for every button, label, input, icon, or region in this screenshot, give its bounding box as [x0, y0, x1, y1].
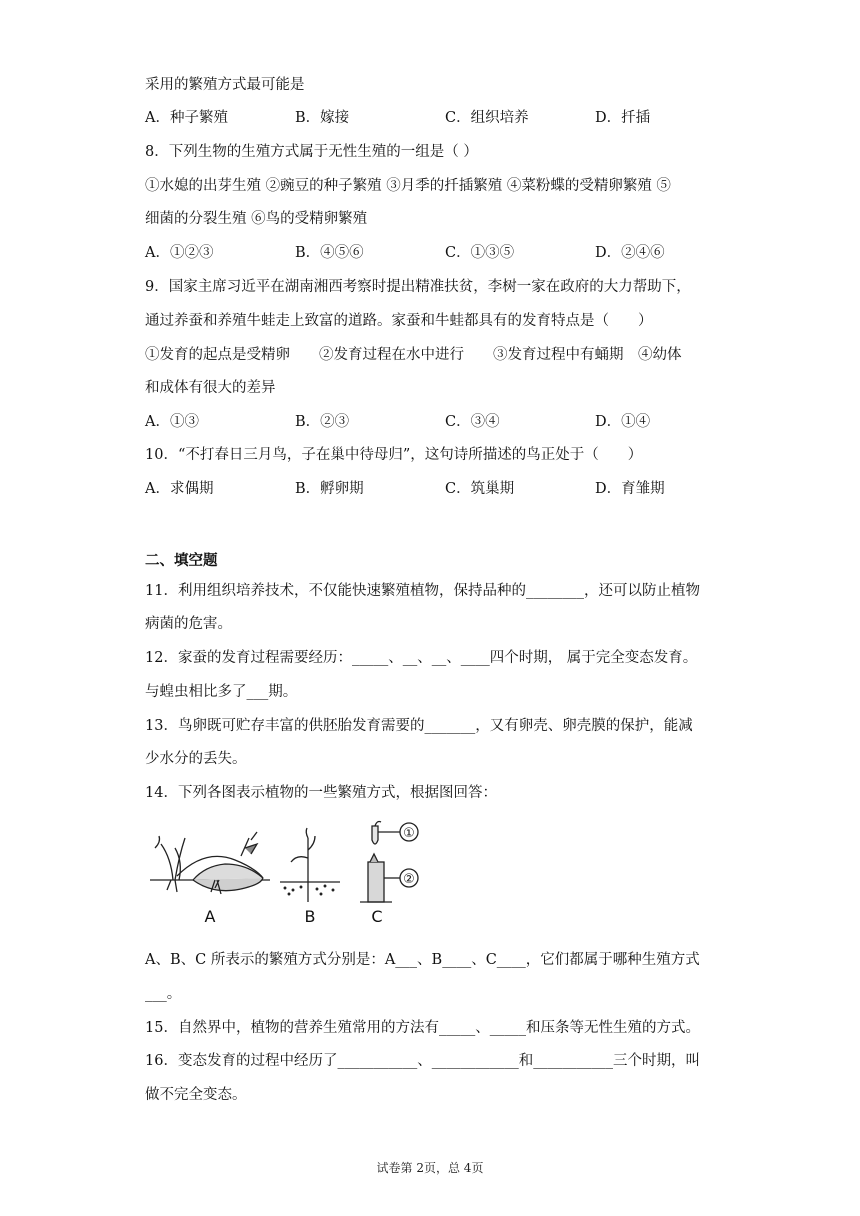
q11-line-1: 11．利用组织培养技术，不仅能快速繁殖植物，保持品种的________，还可以防止植物: [145, 583, 700, 599]
q8-items-line-2: 细菌的分裂生殖 ⑥鸟的受精卵繁殖: [145, 211, 368, 227]
q14-stem: 14．下列各图表示植物的一些繁殖方式，根据图回答：: [145, 785, 497, 801]
q8-option-c: C．①③⑤: [445, 245, 515, 261]
section-title-fill-in: 二、填空题: [145, 553, 218, 569]
q7-option-d: D．扦插: [595, 110, 651, 126]
q15-line-1: 15．自然界中，植物的营养生殖常用的方法有_____、_____和压条等无性生殖的方式。: [145, 1020, 700, 1036]
q9-option-b: B．②③: [295, 414, 350, 430]
q10-stem: 10．“不打春日三月鸟，子在巢中待母归”，这句诗所描述的鸟正处于（ ）: [145, 447, 643, 463]
page-footer: 试卷第 2页，总 4页: [376, 1161, 484, 1175]
q9-items-line-1: ①发育的起点是受精卵 ②发育过程在水中进行 ③发育过程中有蛹期 ④幼体: [145, 347, 682, 363]
q7-option-a: A．种子繁殖: [145, 110, 228, 126]
figure-panel-b: [280, 828, 340, 902]
q7-option-b: B．嫁接: [295, 110, 350, 126]
q14-answer-line-1: A、B、C 所表示的繁殖方式分别是：A___、B____、C____，它们都属于哪种生殖方式: [145, 952, 700, 968]
propagation-figure: [145, 818, 445, 928]
q10-option-c: C．筑巢期: [445, 481, 515, 497]
q16-line-1: 16．变态发育的过程中经历了___________、____________和___________三个时期，叫: [145, 1053, 700, 1069]
q13-line-2: 少水分的丢失。: [145, 751, 247, 767]
callout-2: ②: [403, 872, 415, 887]
q14-answer-line-2: ___。: [145, 986, 182, 1002]
q12-line-2: 与蝗虫相比多了___期。: [145, 684, 298, 700]
q8-option-b: B．④⑤⑥: [295, 245, 364, 261]
q9-option-c: C．③④: [445, 414, 500, 430]
figure-label-a: A: [204, 907, 216, 926]
q16-line-2: 做不完全变态。: [145, 1087, 247, 1103]
q8-option-a: A．①②③: [145, 245, 214, 261]
q10-option-a: A．求偶期: [145, 481, 214, 497]
figure-panel-a: [150, 832, 270, 894]
callout-1: ①: [403, 826, 415, 841]
q13-line-1: 13．鸟卵既可贮存丰富的供胚胎发育需要的_______，又有卵壳、卵壳膜的保护，能减: [145, 718, 693, 734]
q10-option-d: D．育雏期: [595, 481, 665, 497]
figure-label-b: B: [304, 907, 316, 926]
q7-option-c: C．组织培养: [445, 110, 529, 126]
q11-line-2: 病菌的危害。: [145, 616, 232, 632]
q8-items-line-1: ①水媳的出芽生殖 ②豌豆的种子繁殖 ③月季的扦插繁殖 ④菜粉蝶的受精卵繁殖 ⑤: [145, 178, 671, 194]
q7-stem-continuation: 采用的繁殖方式最可能是: [145, 77, 305, 93]
q9-items-line-2: 和成体有很大的差异: [145, 380, 276, 396]
q8-stem: 8．下列生物的生殖方式属于无性生殖的一组是（ ）: [145, 144, 478, 160]
q9-stem-line-1: 9．国家主席习近平在湖南湘西考察时提出精准扶贫，李树一家在政府的大力帮助下，: [145, 279, 691, 295]
q9-stem-line-2: 通过养蚕和养殖牛蛙走上致富的道路。家蚕和牛蛙都具有的发育特点是（ ）: [145, 313, 653, 329]
q9-option-d: D．①④: [595, 414, 651, 430]
figure-label-c: C: [371, 907, 383, 926]
q9-option-a: A．①③: [145, 414, 199, 430]
q8-option-d: D．②④⑥: [595, 245, 665, 261]
q10-option-b: B．孵卵期: [295, 481, 364, 497]
q12-line-1: 12．家蚕的发育过程需要经历：_____、__、__、____四个时期， 属于完全变态发育。: [145, 650, 698, 666]
